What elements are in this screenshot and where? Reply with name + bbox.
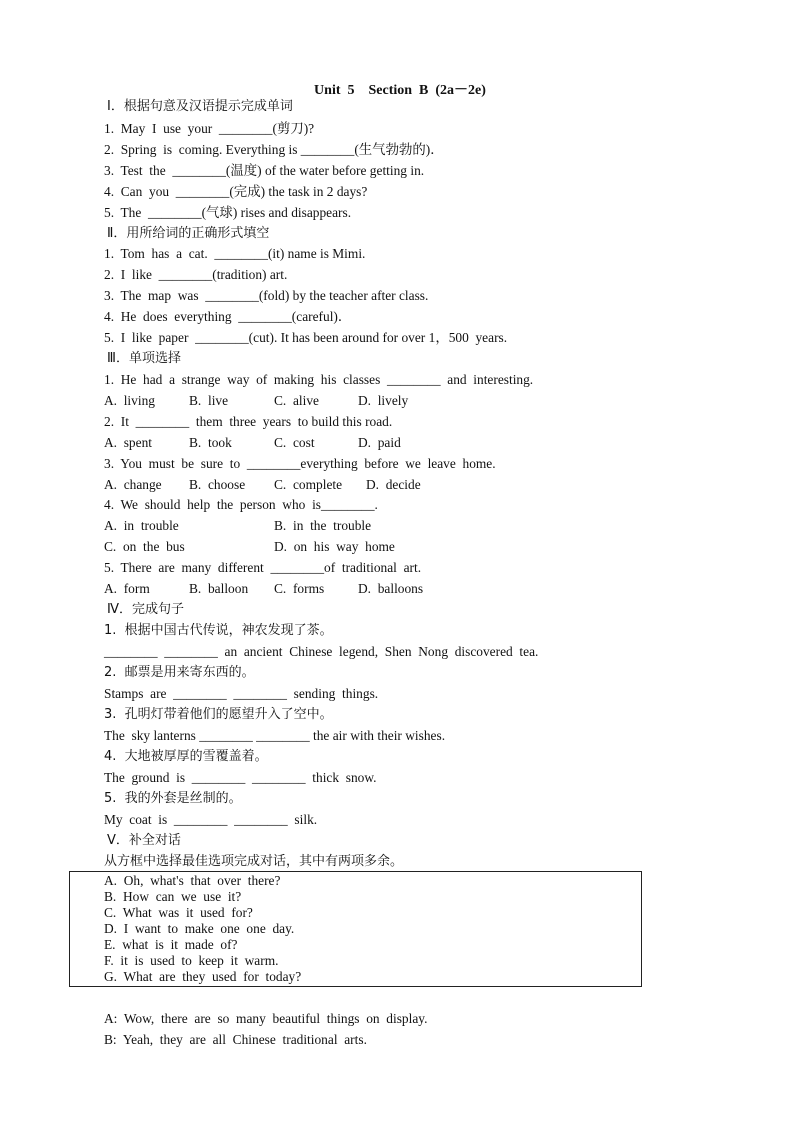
s2-item-1: 1. Tom has a cat. ________(it) name is Mimi. xyxy=(104,246,366,261)
s1-item-5: 5. The ________(气球) rises and disappears. xyxy=(104,205,352,220)
s3-q5-option-d: D. balloons xyxy=(358,581,424,596)
s1-item-3: 3. Test the ________(温度) of the water before getting in. xyxy=(104,163,425,178)
s1-item-1: 1. May I use your ________(剪刀)? xyxy=(104,121,315,136)
s3-q5-option-c: C. forms xyxy=(274,581,325,596)
section-1-heading: Ⅰ．根据句意及汉语提示完成单词 xyxy=(107,99,293,114)
s4-item-1-chinese: 1. 根据中国古代传说，神农发现了茶。 xyxy=(104,623,333,638)
s3-q4-option-a: A. in trouble xyxy=(104,518,179,533)
s2-item-5: 5. I like paper ________(cut). It has been around for over 1，500 years. xyxy=(104,330,508,345)
s4-item-2-english: Stamps are ________ ________ sending things. xyxy=(104,686,379,701)
s3-q2-option-a: A. spent xyxy=(104,435,152,450)
dialog-line-2: B: Yeah, they are all Chinese traditional arts. xyxy=(104,1032,367,1047)
section-3-heading: Ⅲ．单项选择 xyxy=(107,351,181,366)
s2-item-3: 3. The map was ________(fold) by the teacher after class. xyxy=(104,288,429,303)
s4-item-3-chinese: 3. 孔明灯带着他们的愿望升入了空中。 xyxy=(104,707,333,722)
box-option-c: C. What was it used for? xyxy=(104,905,253,920)
s3-q5-option-a: A. form xyxy=(104,581,150,596)
box-option-e: E. what is it made of? xyxy=(104,937,238,952)
section-4-heading: Ⅳ．完成句子 xyxy=(107,602,184,617)
dialog-line-1: A: Wow, there are so many beautiful things on display. xyxy=(104,1011,428,1026)
s3-q2-option-c: C. cost xyxy=(274,435,315,450)
box-option-g: G. What are they used for today? xyxy=(104,969,302,984)
s3-q3-option-d: D. decide xyxy=(366,477,421,492)
s3-q2-option-b: B. took xyxy=(189,435,232,450)
s3-question-2: 2. It ________ them three years to build this road. xyxy=(104,414,393,429)
s3-q4-option-d: D. on his way home xyxy=(274,539,395,554)
s3-q4-option-b: B. in the trouble xyxy=(274,518,372,533)
s4-item-4-chinese: 4. 大地被厚厚的雪覆盖着。 xyxy=(104,749,268,764)
section-2-heading: Ⅱ．用所给词的正确形式填空 xyxy=(107,226,270,241)
box-option-f: F. it is used to keep it warm. xyxy=(104,953,279,968)
s4-item-5-english: My coat is ________ ________ silk. xyxy=(104,812,318,827)
section-5-heading: Ⅴ．补全对话 xyxy=(107,833,181,848)
s3-question-3: 3. You must be sure to ________everything before we leave home. xyxy=(104,456,496,471)
s4-item-5-chinese: 5. 我的外套是丝制的。 xyxy=(104,791,242,806)
s3-q4-option-c: C. on the bus xyxy=(104,539,185,554)
s3-q1-option-b: B. live xyxy=(189,393,229,408)
s1-item-4: 4. Can you ________(完成) the task in 2 days? xyxy=(104,184,368,199)
s3-q5-option-b: B. balloon xyxy=(189,581,249,596)
s3-q1-option-d: D. lively xyxy=(358,393,409,408)
s1-item-2: 2. Spring is coming. Everything is ________(生气勃勃的)． xyxy=(104,142,444,157)
s3-question-1: 1. He had a strange way of making his classes ________ and interesting. xyxy=(104,372,534,387)
s3-q3-option-c: C. complete xyxy=(274,477,343,492)
box-option-d: D. I want to make one one day. xyxy=(104,921,295,936)
s4-item-4-english: The ground is ________ ________ thick snow. xyxy=(104,770,377,785)
s4-item-2-chinese: 2. 邮票是用来寄东西的。 xyxy=(104,665,255,680)
s4-item-3-english: The sky lanterns ________ ________ the air with their wishes. xyxy=(104,728,446,743)
s4-item-1-english: ________ ________ an ancient Chinese legend, Shen Nong discovered tea. xyxy=(104,644,539,659)
s2-item-4: 4. He does everything ________(careful)． xyxy=(104,309,352,324)
box-option-b: B. How can we use it? xyxy=(104,889,242,904)
s3-question-5: 5. There are many different ________of traditional art. xyxy=(104,560,422,575)
page-title: Unit 5 Section B (2a－2e) xyxy=(314,83,486,98)
s3-q2-option-d: D. paid xyxy=(358,435,401,450)
s3-question-4: 4. We should help the person who is________. xyxy=(104,497,378,512)
s3-q1-option-c: C. alive xyxy=(274,393,319,408)
s3-q1-option-a: A. living xyxy=(104,393,155,408)
s3-q3-option-b: B. choose xyxy=(189,477,246,492)
s3-q3-option-a: A. change xyxy=(104,477,162,492)
s5-instruction: 从方框中选择最佳选项完成对话，其中有两项多余。 xyxy=(104,854,404,869)
box-option-a: A. Oh, what's that over there? xyxy=(104,873,281,888)
s2-item-2: 2. I like ________(tradition) art. xyxy=(104,267,288,282)
